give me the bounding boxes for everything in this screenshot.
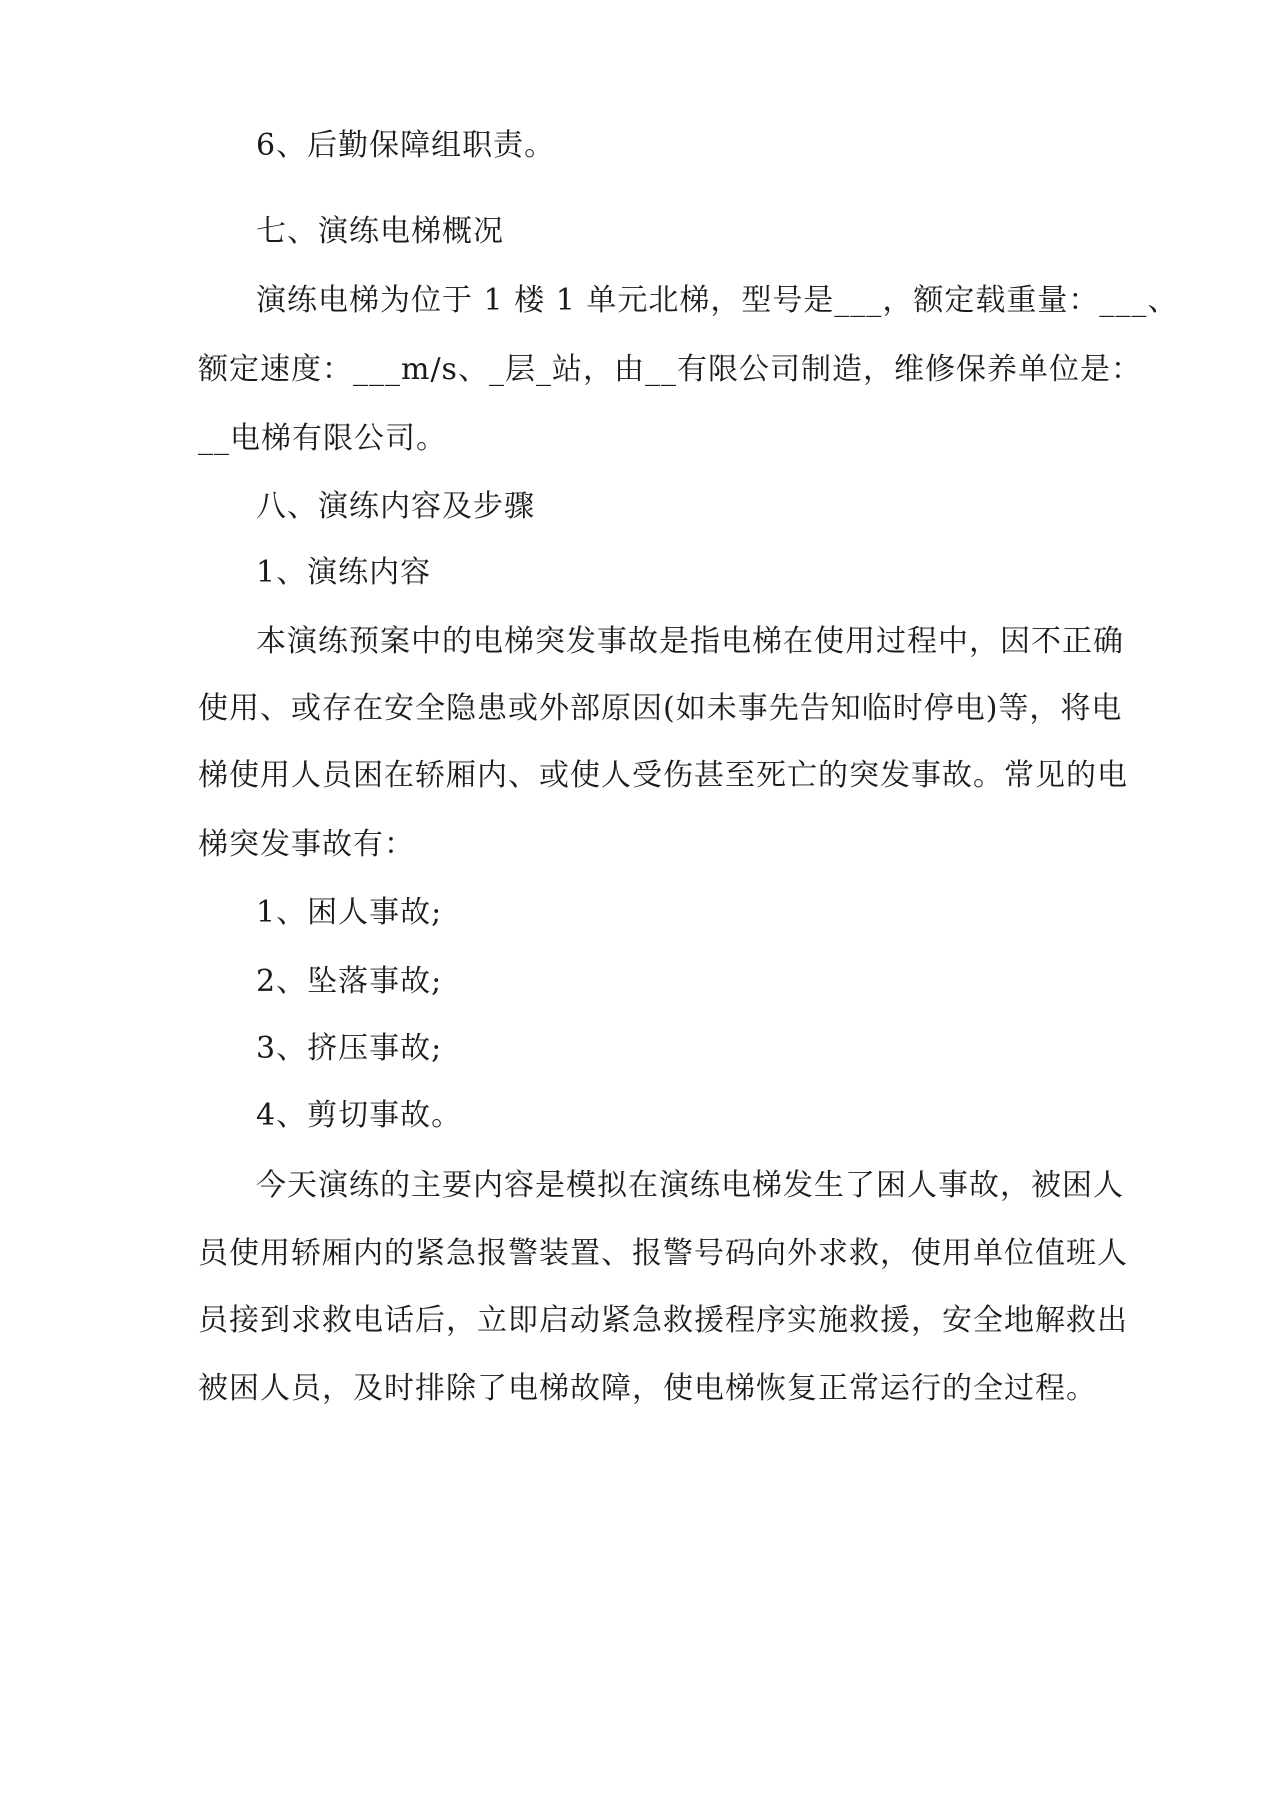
subsection-1-heading: 1、演练内容 (256, 555, 432, 590)
content-segment: 常见的电 (1004, 758, 1128, 793)
overview-segment: 额定速度： (198, 352, 353, 387)
content-segment: 将电 (1060, 691, 1123, 726)
section-7-heading: 七、演练电梯概况 (256, 214, 504, 249)
summary-segment: 今天演练的主要内容是模拟在演练电梯发生了困人事故， (256, 1168, 1031, 1203)
summary-segment: 员接到求救电话后， (198, 1303, 477, 1338)
summary-paragraph-line-3 (198, 1301, 1128, 1341)
list-item: 2、坠落事故; (256, 964, 443, 999)
elevator-overview-line-3: __电梯有限公司。 (198, 421, 447, 456)
summary-segment: 立即启动紧急救援程序实施救援， (477, 1303, 942, 1338)
summary-paragraph-line-4: 被困人员，及时排除了电梯故障，使电梯恢复正常运行的全过程。 (198, 1371, 1097, 1406)
section-8-heading: 八、演练内容及步骤 (256, 489, 535, 524)
content-segment: 或使人受伤甚至死亡的突发事故。 (539, 758, 1004, 793)
elevator-overview-line-2 (198, 350, 1142, 390)
content-paragraph-line-4: 梯突发事故有： (198, 827, 415, 862)
summary-segment: 报警号码向外求救， (632, 1236, 911, 1271)
overview-segment: 型号是___，额定载重量： (741, 283, 1100, 318)
summary-paragraph-line-1 (256, 1166, 1124, 1206)
content-segment: 因不正确 (1000, 624, 1124, 659)
content-paragraph-line-3 (198, 756, 1128, 796)
content-segment: 梯使用人员困在轿厢内、 (198, 758, 539, 793)
overview-segment: 演练电梯为位于 1 楼 1 单元北梯， (256, 283, 742, 318)
list-item: 3、挤压事故; (256, 1031, 443, 1066)
summary-segment: 员使用轿厢内的紧急报警装置、 (198, 1236, 632, 1271)
summary-paragraph-line-2 (198, 1234, 1128, 1274)
content-paragraph-line-1 (256, 622, 1124, 662)
content-segment: 使用、 (198, 691, 291, 726)
item-6-text: 6、后勤保障组职责。 (256, 128, 556, 163)
list-item: 1、困人事故; (256, 895, 443, 930)
overview-segment: ___m/s、_层_站，由__有限公司制造，维修保养单位是： (353, 352, 1142, 387)
content-segment: 本演练预案中的电梯突发事故是指电梯在使用过程中， (256, 624, 1000, 659)
summary-segment: 安全地解救出 (942, 1303, 1128, 1338)
content-segment: 或存在安全隐患或外部原因(如未事先告知临时停电)等， (291, 691, 1061, 726)
list-item: 4、剪切事故。 (256, 1098, 463, 1133)
summary-segment: 被困人 (1031, 1168, 1124, 1203)
overview-segment: ___、 (1099, 283, 1179, 318)
summary-segment: 使用单位值班人 (911, 1236, 1128, 1271)
elevator-overview-line-1 (256, 281, 1179, 321)
content-paragraph-line-2 (198, 689, 1123, 729)
